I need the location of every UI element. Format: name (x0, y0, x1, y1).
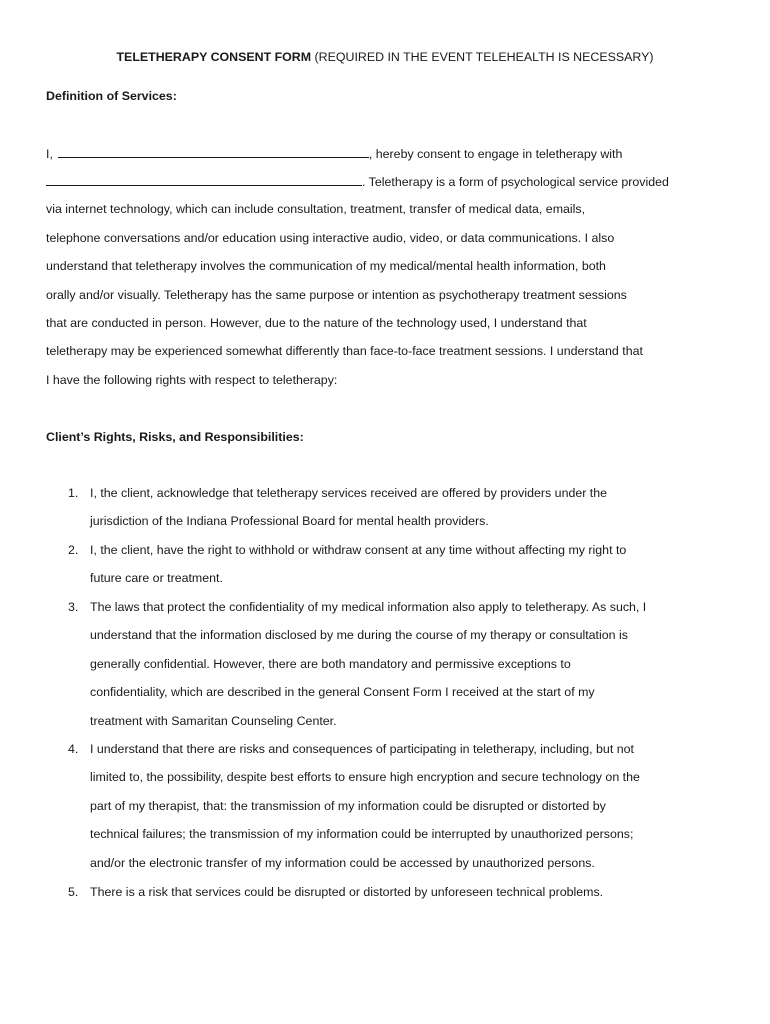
list-item-number: 5. (68, 885, 79, 899)
provider-name-field[interactable] (46, 172, 362, 186)
list-item-line: jurisdiction of the Indiana Professional Board for mental health providers. (90, 514, 489, 528)
definition-text-line: understand that teletherapy involves the communication of my medical/mental health information, both (46, 259, 606, 273)
definition-text-line: orally and/or visually. Teletherapy has the same purpose or intention as psychotherapy treatment sessions (46, 288, 627, 302)
list-item-number: 3. (68, 600, 79, 614)
client-name-field[interactable] (58, 144, 369, 158)
list-item-line: I, the client, acknowledge that teletherapy services received are offered by providers under the (90, 486, 608, 500)
list-item-line: The laws that protect the confidentiality of my medical information also apply to teletherapy. As such, I (90, 600, 647, 614)
list-item-line: part of my therapist, that: the transmission of my information could be disrupted or distorted by (90, 799, 606, 813)
title-bold: TELETHERAPY CONSENT FORM (116, 50, 312, 64)
list-item-number: 1. (68, 486, 79, 500)
list-item-line: There is a risk that services could be disrupted or distorted by unforeseen technical problems. (90, 885, 604, 899)
list-item-line: future care or treatment. (90, 571, 223, 585)
title-subtitle: (REQUIRED IN THE EVENT TELEHEALTH IS NECESSARY) (311, 50, 654, 64)
list-item-line: generally confidential. However, there are both mandatory and permissive exceptions to (90, 657, 571, 671)
definition-heading: Definition of Services: (46, 89, 177, 103)
list-item-number: 2. (68, 543, 79, 557)
list-item-line: limited to, the possibility, despite best efforts to ensure high encryption and secure technology on the (90, 770, 640, 784)
definition-text-line: I have the following rights with respect to teletherapy: (46, 373, 338, 387)
definition-text-line: that are conducted in person. However, due to the nature of the technology used, I understand that (46, 316, 587, 330)
list-item-line: confidentiality, which are described in the general Consent Form I received at the start of my (90, 685, 595, 699)
consent-line-client (46, 144, 622, 163)
list-item-line: I, the client, have the right to withhold or withdraw consent at any time without affecting my right to (90, 543, 627, 557)
list-item-number: 4. (68, 742, 79, 756)
list-item-line: and/or the electronic transfer of my information could be accessed by unauthorized persons. (90, 856, 595, 870)
consent-prefix: I, (46, 147, 53, 161)
list-item-line: I understand that there are risks and consequences of participating in teletherapy, including, but not (90, 742, 634, 756)
provider-suffix: . Teletherapy is a form of psychological service provided (362, 175, 669, 189)
list-item-line: understand that the information disclosed by me during the course of my therapy or consultation is (90, 628, 628, 642)
definition-text-line: telephone conversations and/or education using interactive audio, video, or data communications. I also (46, 231, 615, 245)
consent-suffix: , hereby consent to engage in teletherapy with (368, 147, 623, 161)
definition-text-line: via internet technology, which can include consultation, treatment, transfer of medical data, emails, (46, 202, 586, 216)
list-item-line: technical failures; the transmission of my information could be interrupted by unauthorized persons; (90, 827, 634, 841)
definition-text-line: teletherapy may be experienced somewhat differently than face-to-face treatment sessions. I understand that (46, 344, 643, 358)
list-item-line: treatment with Samaritan Counseling Center. (90, 714, 337, 728)
consent-line-provider (46, 172, 669, 191)
page-title (0, 48, 770, 66)
rights-heading: Client’s Rights, Risks, and Responsibilities: (46, 430, 304, 444)
